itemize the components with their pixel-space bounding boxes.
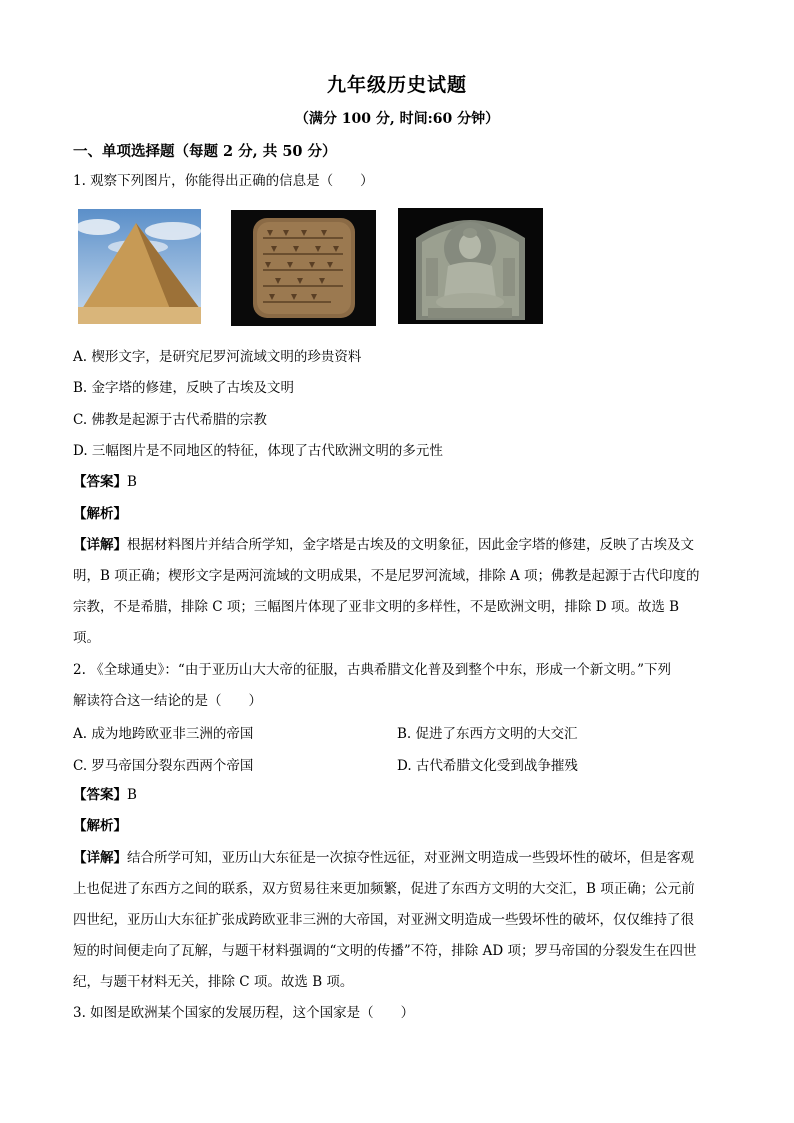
q2-analysis-label: 【解析】 — [73, 818, 127, 834]
page-subtitle: （满分 100 分, 时间:60 分钟） — [294, 111, 500, 127]
q2-answer-tag: 【答案】 — [73, 787, 127, 803]
q2-answer-value: B — [127, 787, 137, 803]
q1-answer-value: B — [127, 474, 137, 490]
pyramid-illustration — [78, 209, 201, 324]
q2-detail-tag: 【详解】 — [73, 850, 127, 866]
q2-detail-line-3: 四世纪，亚历山大东征扩张成跨欧亚非三洲的大帝国，对亚洲文明造成一些毁坏性的破坏，仅仅维持了很 — [73, 912, 694, 928]
q2-option-c: C. 罗马帝国分裂东西两个帝国 — [73, 758, 254, 774]
q2-option-a: A. 成为地跨欧亚非三洲的帝国 — [73, 726, 254, 742]
q1-option-b: B. 金字塔的修建，反映了古埃及文明 — [73, 380, 295, 396]
q2-stem-line-2: 解读符合这一结论的是（ ） — [73, 693, 262, 709]
q1-detail-line-2: 明，B 项正确；楔形文字是两河流域的文明成果，不是尼罗河流域，排除 A 项；佛教是起源于古代印度的 — [73, 568, 700, 584]
q2-answer — [73, 785, 723, 805]
q2-detail-text-1: 结合所学可知，亚历山大东征是一次掠夺性远征，对亚洲文明造成一些毁坏性的破坏，但是客观 — [127, 850, 694, 866]
buddha-statue-image — [398, 208, 543, 324]
q2-option-d: D. 古代希腊文化受到战争摧残 — [397, 758, 578, 774]
q1-detail-line-4: 项。 — [73, 630, 100, 646]
q1-detail-text-1: 根据材料图片并结合所学知，金字塔是古埃及的文明象征，因此金字塔的修建，反映了古埃及文 — [127, 537, 694, 553]
q1-answer-tag: 【答案】 — [73, 474, 127, 490]
page-title: 九年级历史试题 — [326, 74, 467, 96]
q2-detail-line-5: 纪，与题干材料无关，排除 C 项。故选 B 项。 — [73, 974, 354, 990]
q2-detail-line-4: 短的时间便走向了瓦解，与题干材料强调的“文明的传播”不符，排除 AD 项；罗马帝国的分裂发生在四世 — [73, 943, 697, 959]
q3-stem: 3. 如图是欧洲某个国家的发展历程，这个国家是（ ） — [73, 1005, 415, 1021]
section-heading: 一、单项选择题（每题 2 分, 共 50 分） — [73, 143, 337, 160]
buddha-illustration — [398, 208, 543, 324]
q1-option-d: D. 三幅图片是不同地区的特征，体现了古代欧洲文明的多元性 — [73, 443, 443, 459]
q1-detail-line-1 — [73, 535, 723, 555]
q2-stem-line-1: 2. 《全球通史》：“由于亚历山大大帝的征服，古典希腊文化普及到整个中东，形成一个新文明。”下列 — [73, 662, 671, 678]
cuneiform-tablet-image — [231, 210, 376, 326]
pyramid-image — [78, 209, 201, 324]
q1-option-c: C. 佛教是起源于古代希腊的宗教 — [73, 412, 267, 428]
q1-detail-line-3: 宗教，不是希腊，排除 C 项；三幅图片体现了亚非文明的多样性，不是欧洲文明，排除 D 项。故选 B — [73, 599, 680, 615]
q2-option-b: B. 促进了东西方文明的大交汇 — [397, 726, 578, 742]
q1-stem: 1. 观察下列图片，你能得出正确的信息是（ ） — [73, 173, 374, 189]
q1-option-a: A. 楔形文字，是研究尼罗河流域文明的珍贵资料 — [73, 349, 362, 365]
q2-detail-line-2: 上也促进了东西方之间的联系，双方贸易往来更加频繁，促进了东西方文明的大交汇，B 项正确；公元前 — [73, 881, 695, 897]
q1-detail-tag: 【详解】 — [73, 537, 127, 553]
q1-analysis-label: 【解析】 — [73, 506, 127, 522]
tablet-illustration — [231, 210, 376, 326]
q1-answer — [73, 472, 723, 492]
q2-detail-line-1 — [73, 848, 723, 868]
